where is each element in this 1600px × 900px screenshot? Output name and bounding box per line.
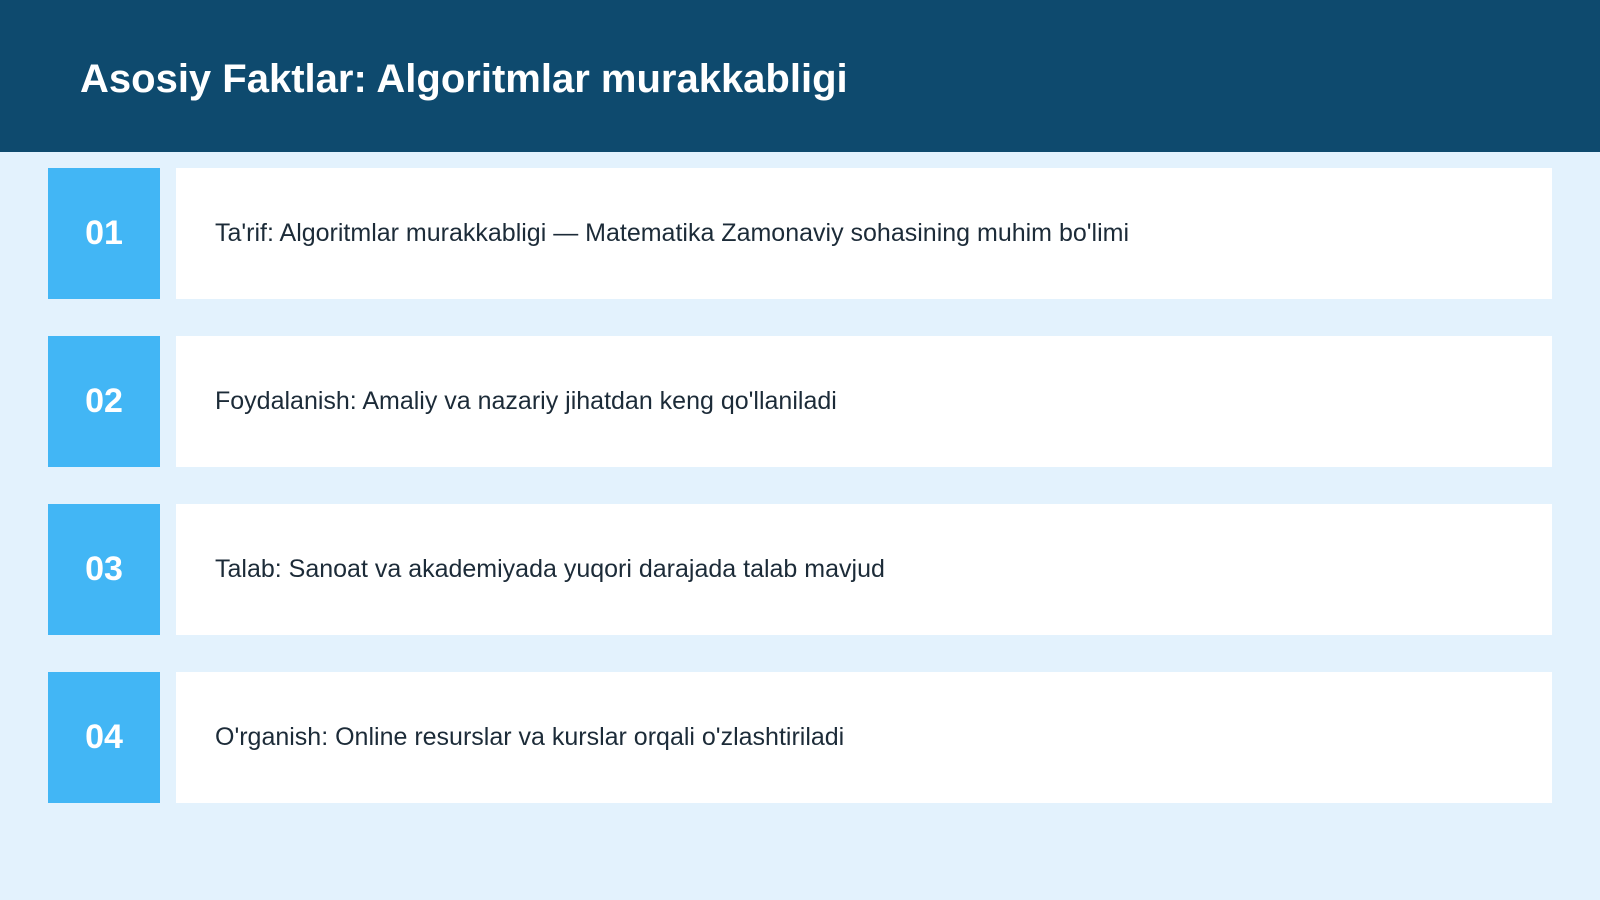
fact-card: [176, 672, 1552, 803]
slide-title: Asosiy Faktlar: Algoritmlar murakkabligi: [80, 57, 848, 101]
fact-list: [48, 168, 1552, 840]
fact-number-badge: 02: [48, 336, 160, 467]
fact-number-badge: 04: [48, 672, 160, 803]
fact-card: [176, 168, 1552, 299]
fact-text: Foydalanish: Amaliy va nazariy jihatdan keng qo'llaniladi: [215, 387, 837, 415]
fact-item-2: [48, 336, 1552, 467]
fact-item-4: [48, 672, 1552, 803]
fact-number-badge: 01: [48, 168, 160, 299]
fact-item-3: [48, 504, 1552, 635]
fact-text: Talab: Sanoat va akademiyada yuqori darajada talab mavjud: [215, 555, 885, 583]
fact-card: [176, 336, 1552, 467]
fact-text: Ta'rif: Algoritmlar murakkabligi — Matematika Zamonaviy sohasining muhim bo'limi: [215, 219, 1130, 247]
fact-item-1: [48, 168, 1552, 299]
fact-number-badge: 03: [48, 504, 160, 635]
fact-text: O'rganish: Online resurslar va kurslar orqali o'zlashtiriladi: [215, 723, 845, 751]
fact-card: [176, 504, 1552, 635]
slide-header: [0, 0, 1600, 152]
